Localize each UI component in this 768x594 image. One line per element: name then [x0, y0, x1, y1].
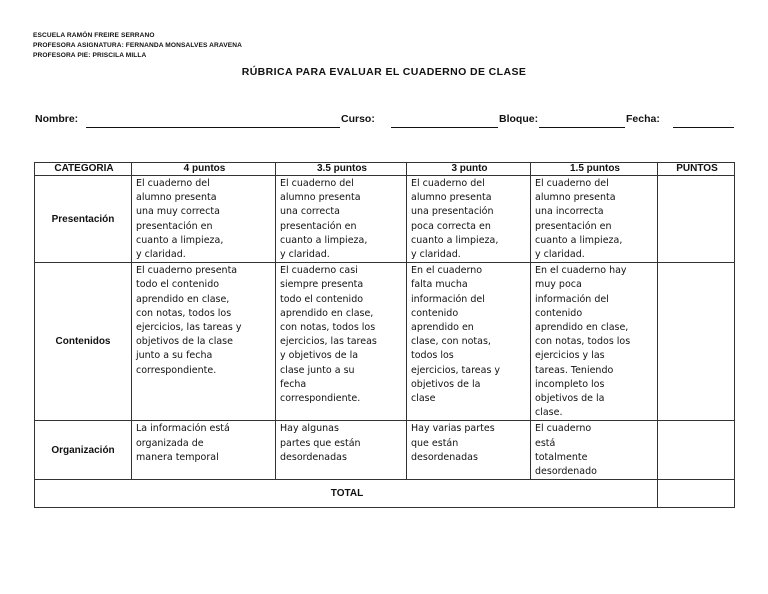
cell-presentacion-1-5: El cuaderno del alumno presenta una incorrecta presentación en cuanto a limpieza, y claridad.	[531, 176, 658, 263]
name-label: Nombre:	[35, 113, 79, 125]
criterion-organizacion: Organización	[35, 421, 132, 480]
course-line[interactable]	[391, 127, 498, 128]
cell-presentacion-3-5: El cuaderno del alumno presenta una correcta presentación en cuanto a limpieza, y claridad.	[276, 176, 407, 263]
score-organizacion[interactable]	[658, 421, 735, 480]
subject-teacher: PROFESORA ASIGNATURA: FERNANDA MONSALVES ARAVENA	[33, 42, 242, 49]
header-1-5-points: 1.5 puntos	[531, 163, 658, 176]
date-label: Fecha:	[626, 113, 660, 125]
table-row	[35, 421, 735, 480]
criterion-presentacion: Presentación	[35, 176, 132, 263]
cell-contenidos-3-5: El cuaderno casi siempre presenta todo el contenido aprendido en clase, con notas, todos los ejercicios, las tareas y objetivos de la clase junto a su fecha correspondiente.	[276, 263, 407, 421]
total-score[interactable]	[658, 480, 735, 508]
header-4-points: 4 puntos	[132, 163, 276, 176]
cell-organizacion-1-5: El cuaderno está totalmente desordenado	[531, 421, 658, 480]
date-line[interactable]	[673, 127, 734, 128]
header-category: CATEGORIA	[35, 163, 132, 176]
cell-presentacion-3: El cuaderno del alumno presenta una presentación poca correcta en cuanto a limpieza, y claridad.	[407, 176, 531, 263]
document-header	[33, 31, 242, 61]
cell-contenidos-3: En el cuaderno falta mucha información del contenido aprendido en clase, con notas, todos los ejercicios, tareas y objetivos de la clase	[407, 263, 531, 421]
cell-organizacion-4: La información está organizada de manera temporal	[132, 421, 276, 480]
rubric-table	[34, 162, 735, 508]
header-row	[35, 163, 735, 176]
course-label: Curso:	[341, 113, 375, 125]
school-name: ESCUELA RAMÓN FREIRE SERRANO	[33, 32, 155, 39]
table-row	[35, 176, 735, 263]
cell-contenidos-4: El cuaderno presenta todo el contenido aprendido en clase, con notas, todos los ejercicios, las tareas y objetivos de la clase junto a su fecha correspondiente.	[132, 263, 276, 421]
header-3-5-points: 3.5 puntos	[276, 163, 407, 176]
pie-teacher: PROFESORA PIE: PRISCILA MILLA	[33, 52, 147, 59]
score-contenidos[interactable]	[658, 263, 735, 421]
name-line[interactable]	[86, 127, 340, 128]
cell-presentacion-4: El cuaderno del alumno presenta una muy correcta presentación en cuanto a limpieza, y claridad.	[132, 176, 276, 263]
document-title: RÚBRICA PARA EVALUAR EL CUADERNO DE CLASE	[241, 66, 527, 78]
criterion-contenidos: Contenidos	[35, 263, 132, 421]
table-row	[35, 263, 735, 421]
block-line[interactable]	[539, 127, 625, 128]
header-3-points: 3 punto	[407, 163, 531, 176]
student-info-fields	[35, 113, 735, 129]
header-score: PUNTOS	[658, 163, 735, 176]
score-presentacion[interactable]	[658, 176, 735, 263]
block-label: Bloque:	[499, 113, 539, 125]
cell-organizacion-3: Hay varias partes que están desordenadas	[407, 421, 531, 480]
total-label: TOTAL	[35, 480, 658, 508]
cell-contenidos-1-5: En el cuaderno hay muy poca información del contenido aprendido en clase, con notas, todos los ejercicios y las tareas. Teniendo incompleto los objetivos de la clase.	[531, 263, 658, 421]
cell-organizacion-3-5: Hay algunas partes que están desordenadas	[276, 421, 407, 480]
total-row	[35, 480, 735, 508]
